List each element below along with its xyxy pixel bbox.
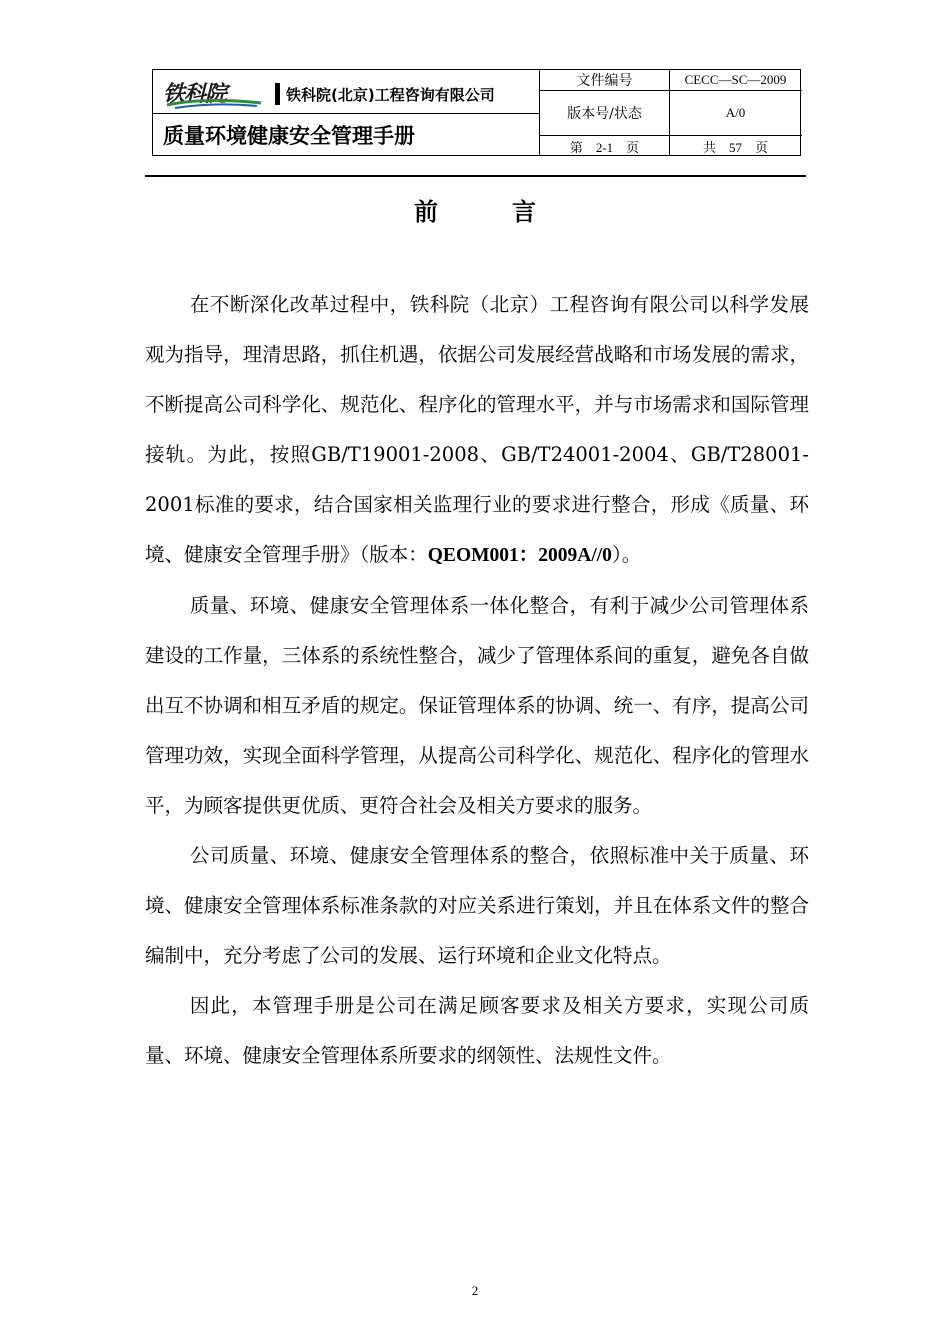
company-name: 铁科院(北京)工程咨询有限公司	[286, 85, 495, 104]
version-label: 版本号/状态	[567, 106, 642, 122]
page-label: 第 2-1 页	[569, 139, 640, 155]
title-char-left: 前	[414, 198, 438, 226]
logo-mark	[163, 77, 263, 111]
doc-no-label: 文件编号	[576, 73, 633, 89]
header-rule	[145, 175, 806, 177]
manual-title: 质量环境健康安全管理手册	[163, 124, 415, 148]
company-logo	[163, 76, 528, 112]
paragraph: 质量、环境、健康安全管理体系一体化整合，有利于减少公司管理体系建设的工作量，三体系的系统性整合，减少了管理体系间的重复，避免各自做出互不协调和相互矛盾的规定。保证管理体系的协调、统一、有序，提高公司管理功效，实现全面科学管理，从提高公司科学化、规范化、程序化的管理水平，为顾客提供更优质、更符合社会及相关方要求的服务。	[145, 594, 809, 817]
page-number: 2	[471, 1283, 479, 1298]
doc-no-value: CECC—SC—2009	[684, 72, 787, 87]
paragraph: 在不断深化改革过程中，铁科院（北京）工程咨询有限公司以科学发展观为指导，理清思路，抓住机遇，依据公司发展经营战略和市场发展的需求，不断提高公司科学化、规范化、程序化的管理水平，并与市场需求和国际管理接轨。为此，按照GB/T19001-2008、GB/T24001-2004、GB/T28001-2001标准的要求，结合国家相关监理行业的要求进行整合，形成《质量、环境、健康安全管理手册》（版本：QEOM001：2009A//0）。	[145, 293, 809, 566]
version-code: QEOM001：2009A//0	[427, 545, 612, 566]
total-pages-label: 共 57 页	[702, 139, 768, 155]
logo-script-text: 铁科院	[163, 81, 227, 107]
logo-bar	[275, 83, 280, 105]
version-value: A/0	[725, 105, 746, 120]
divider	[153, 113, 539, 114]
logo-swoosh-icon	[165, 99, 263, 109]
paragraph: 公司质量、环境、健康安全管理体系的整合，依照标准中关于质量、环境、健康安全管理体系标准条款的对应关系进行策划，并且在体系文件的整合编制中，充分考虑了公司的发展、运行环境和企业文化特点。	[145, 844, 809, 967]
paragraph: 因此，本管理手册是公司在满足顾客要求及相关方要求，实现公司质量、环境、健康安全管理体系所要求的纲领性、法规性文件。	[145, 994, 809, 1067]
title-char-right: 言	[512, 198, 536, 226]
document-body	[145, 280, 809, 1081]
document-header	[152, 69, 801, 156]
section-title	[0, 192, 950, 227]
